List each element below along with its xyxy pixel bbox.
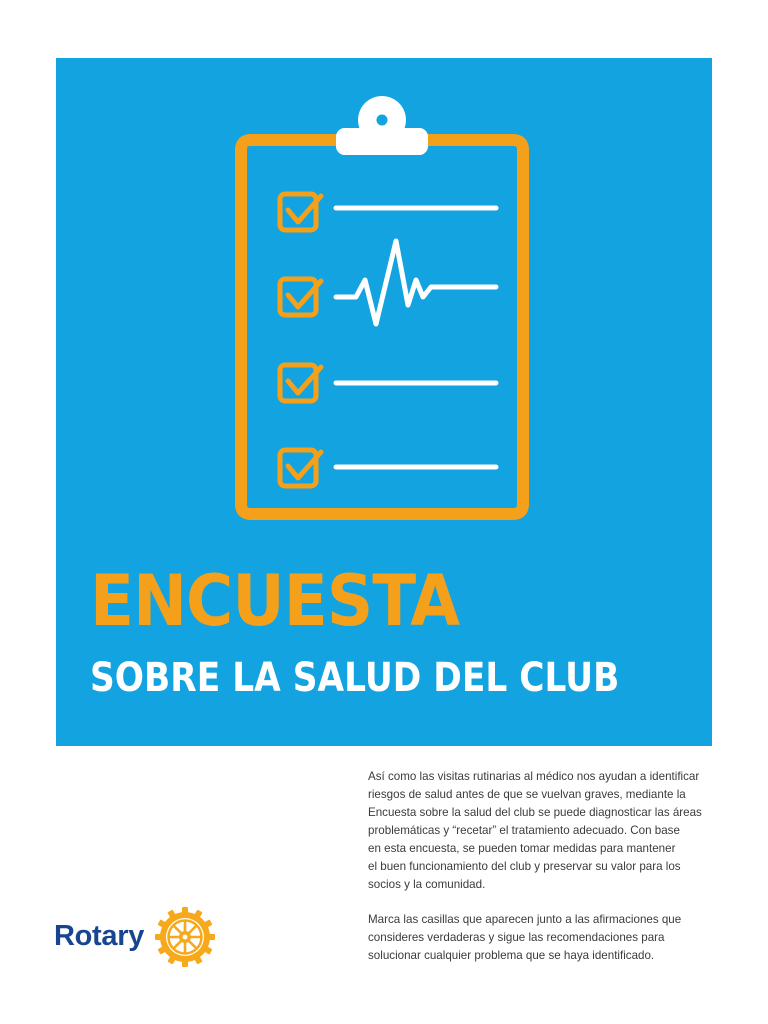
- clipboard-checklist-icon: [56, 58, 712, 538]
- hero-banner: [56, 58, 712, 746]
- text-line: socios y la comunidad.: [368, 878, 486, 891]
- checkbox-icon: [280, 194, 316, 230]
- checkbox-icon: [280, 279, 316, 315]
- checkbox-icon: [280, 450, 316, 486]
- text-line: Marca las casillas que aparecen junto a las afirmaciones que: [368, 913, 682, 926]
- text-line: en esta encuesta, se pueden tomar medidas para mantener: [368, 842, 676, 855]
- page-title: ENCUESTA: [90, 560, 460, 642]
- text-line: Así como las visitas rutinarias al médico nos ayudan a identificar: [368, 770, 700, 783]
- text-line: riesgos de salud antes de que se vuelvan graves, mediante la: [368, 788, 686, 801]
- rotary-wheel-icon: [154, 906, 216, 968]
- intro-paragraph-1: [368, 768, 718, 894]
- rotary-logo: [54, 906, 224, 968]
- heartbeat-icon: [336, 241, 496, 324]
- text-line: problemáticas y “recetar” el tratamiento adecuado. Con base: [368, 824, 680, 837]
- logo-wordmark: Rotary: [54, 920, 145, 952]
- text-line: solucionar cualquier problema que se haya identificado.: [368, 949, 655, 962]
- intro-text: [368, 768, 718, 982]
- page-subtitle: SOBRE LA SALUD DEL CLUB: [90, 655, 620, 701]
- text-line: consideres verdaderas y sigue las recomendaciones para: [368, 931, 665, 944]
- intro-paragraph-2: [368, 911, 718, 965]
- checkbox-icon: [280, 365, 316, 401]
- clipboard-clip-hole: [377, 115, 388, 126]
- text-line: el buen funcionamiento del club y preservar su valor para los: [368, 860, 681, 873]
- text-line: Encuesta sobre la salud del club se puede diagnosticar las áreas: [368, 806, 702, 819]
